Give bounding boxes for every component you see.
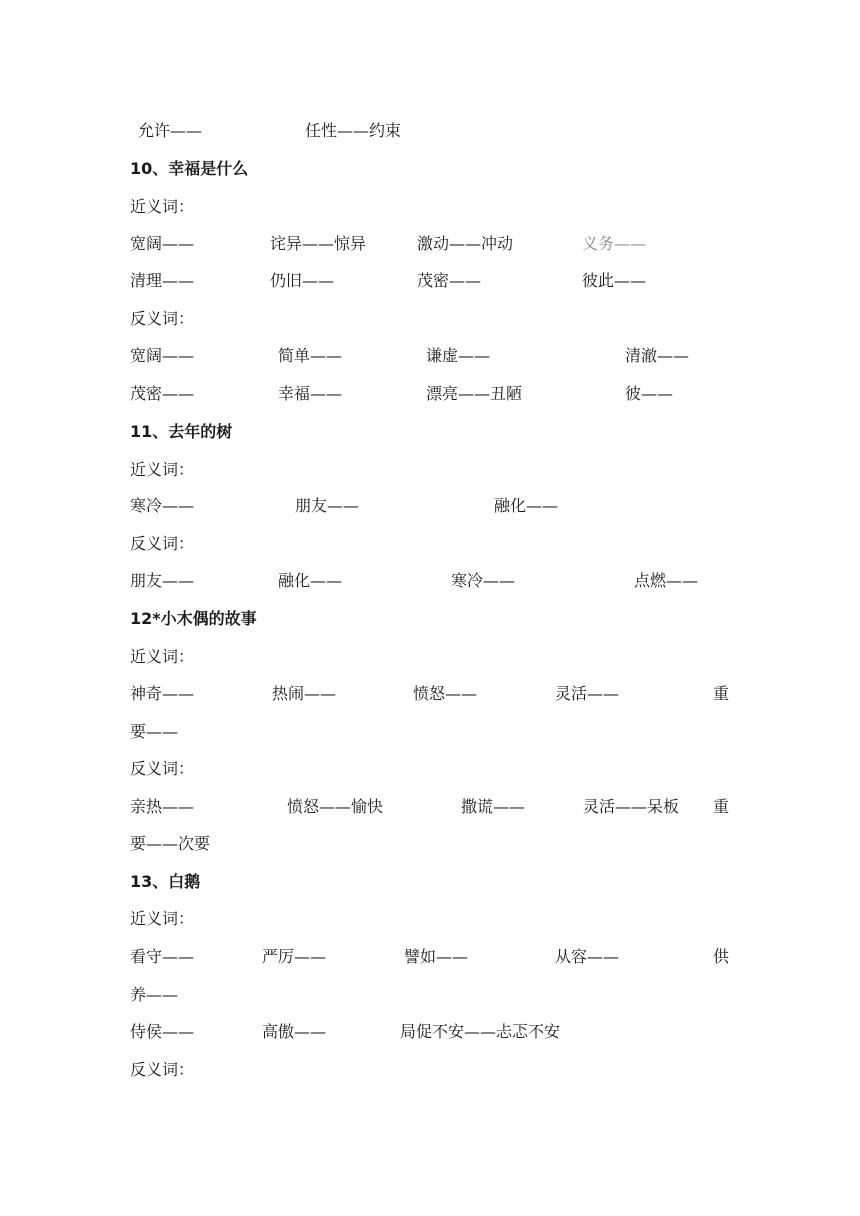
- word-pair: 重: [713, 684, 730, 703]
- word-pair: 侍侯——: [130, 1022, 195, 1041]
- word-pair-row: [0, 269, 860, 293]
- word-pair: 养——: [130, 985, 179, 1004]
- word-pair: 融化——: [494, 496, 559, 515]
- word-pair: 重: [713, 797, 730, 816]
- word-pair-row: [0, 682, 860, 706]
- word-pair: 譬如——: [404, 947, 469, 966]
- word-pair: 从容——: [555, 947, 620, 966]
- section-label: 近义词：: [130, 909, 195, 928]
- word-pair: 漂亮——丑陋: [426, 384, 523, 403]
- word-pair-row: [0, 720, 860, 744]
- word-pair: 宽阔——: [130, 234, 195, 253]
- word-pair: 朋友——: [130, 571, 195, 590]
- lesson-heading-10: [0, 157, 860, 181]
- word-pair-row: [0, 344, 860, 368]
- antonym-label: [0, 532, 860, 556]
- word-pair: 宽阔——: [130, 346, 195, 365]
- antonym-label: [0, 757, 860, 781]
- word-pair: 撒谎——: [461, 797, 526, 816]
- word-pair: 朋友——: [295, 496, 360, 515]
- lesson-heading-13: [0, 870, 860, 894]
- word-pair: 允许——: [138, 121, 203, 140]
- synonym-label: [0, 645, 860, 669]
- lesson-heading-12: [0, 607, 860, 631]
- antonym-label: [0, 307, 860, 331]
- word-pair-row: [0, 832, 860, 856]
- word-pair: 寒冷——: [130, 496, 195, 515]
- word-pair: 寒冷——: [451, 571, 516, 590]
- word-pair: 供: [713, 947, 730, 966]
- word-pair: 高傲——: [262, 1022, 327, 1041]
- word-pair-row: [0, 119, 860, 143]
- word-pair: 局促不安——忐忑不安: [400, 1022, 561, 1041]
- word-pair: 幸福——: [278, 384, 343, 403]
- lesson-title: 12*小木偶的故事: [130, 609, 257, 628]
- word-pair: 严厉——: [262, 947, 327, 966]
- word-pair: 简单——: [278, 346, 343, 365]
- word-pair: 要——次要: [130, 834, 211, 853]
- word-pair: 看守——: [130, 947, 195, 966]
- word-pair: 热闹——: [272, 684, 337, 703]
- word-pair: 仍旧——: [270, 271, 335, 290]
- section-label: 反义词：: [130, 1060, 195, 1079]
- lesson-title: 13、白鹅: [130, 872, 201, 891]
- word-pair: 融化——: [278, 571, 343, 590]
- word-pair: 谦虚——: [426, 346, 491, 365]
- word-pair: 任性——约束: [305, 121, 402, 140]
- word-pair: 茂密——: [130, 384, 195, 403]
- word-pair: 清澈——: [625, 346, 690, 365]
- word-pair-row: [0, 1020, 860, 1044]
- section-label: 近义词：: [130, 460, 195, 479]
- word-pair-row: [0, 494, 860, 518]
- word-pair: 义务——: [582, 234, 647, 253]
- word-pair: 点燃——: [634, 571, 699, 590]
- word-pair: 神奇——: [130, 684, 195, 703]
- word-pair: 彼——: [625, 384, 674, 403]
- section-label: 反义词：: [130, 309, 195, 328]
- word-pair-row: [0, 569, 860, 593]
- word-pair: 要——: [130, 722, 179, 741]
- word-pair-row: [0, 232, 860, 256]
- antonym-label: [0, 1058, 860, 1082]
- word-pair: 灵活——: [555, 684, 620, 703]
- word-pair: 亲热——: [130, 797, 195, 816]
- word-pair-row: [0, 382, 860, 406]
- word-pair: 彼此——: [582, 271, 647, 290]
- word-pair-row: [0, 795, 860, 819]
- synonym-label: [0, 458, 860, 482]
- word-pair: 清理——: [130, 271, 195, 290]
- word-pair-row: [0, 945, 860, 969]
- word-pair: 愤怒——: [413, 684, 478, 703]
- word-pair: 愤怒——愉快: [287, 797, 384, 816]
- section-label: 近义词：: [130, 197, 195, 216]
- word-pair: 诧异——惊异: [270, 234, 367, 253]
- lesson-heading-11: [0, 420, 860, 444]
- word-pair: 激动——冲动: [417, 234, 514, 253]
- lesson-title: 10、幸福是什么: [130, 159, 249, 178]
- word-pair: 灵活——呆板: [583, 797, 680, 816]
- section-label: 近义词：: [130, 647, 195, 666]
- section-label: 反义词：: [130, 759, 195, 778]
- lesson-title: 11、去年的树: [130, 422, 233, 441]
- synonym-label: [0, 195, 860, 219]
- word-pair: 茂密——: [417, 271, 482, 290]
- synonym-label: [0, 907, 860, 931]
- section-label: 反义词：: [130, 534, 195, 553]
- word-pair-row: [0, 983, 860, 1007]
